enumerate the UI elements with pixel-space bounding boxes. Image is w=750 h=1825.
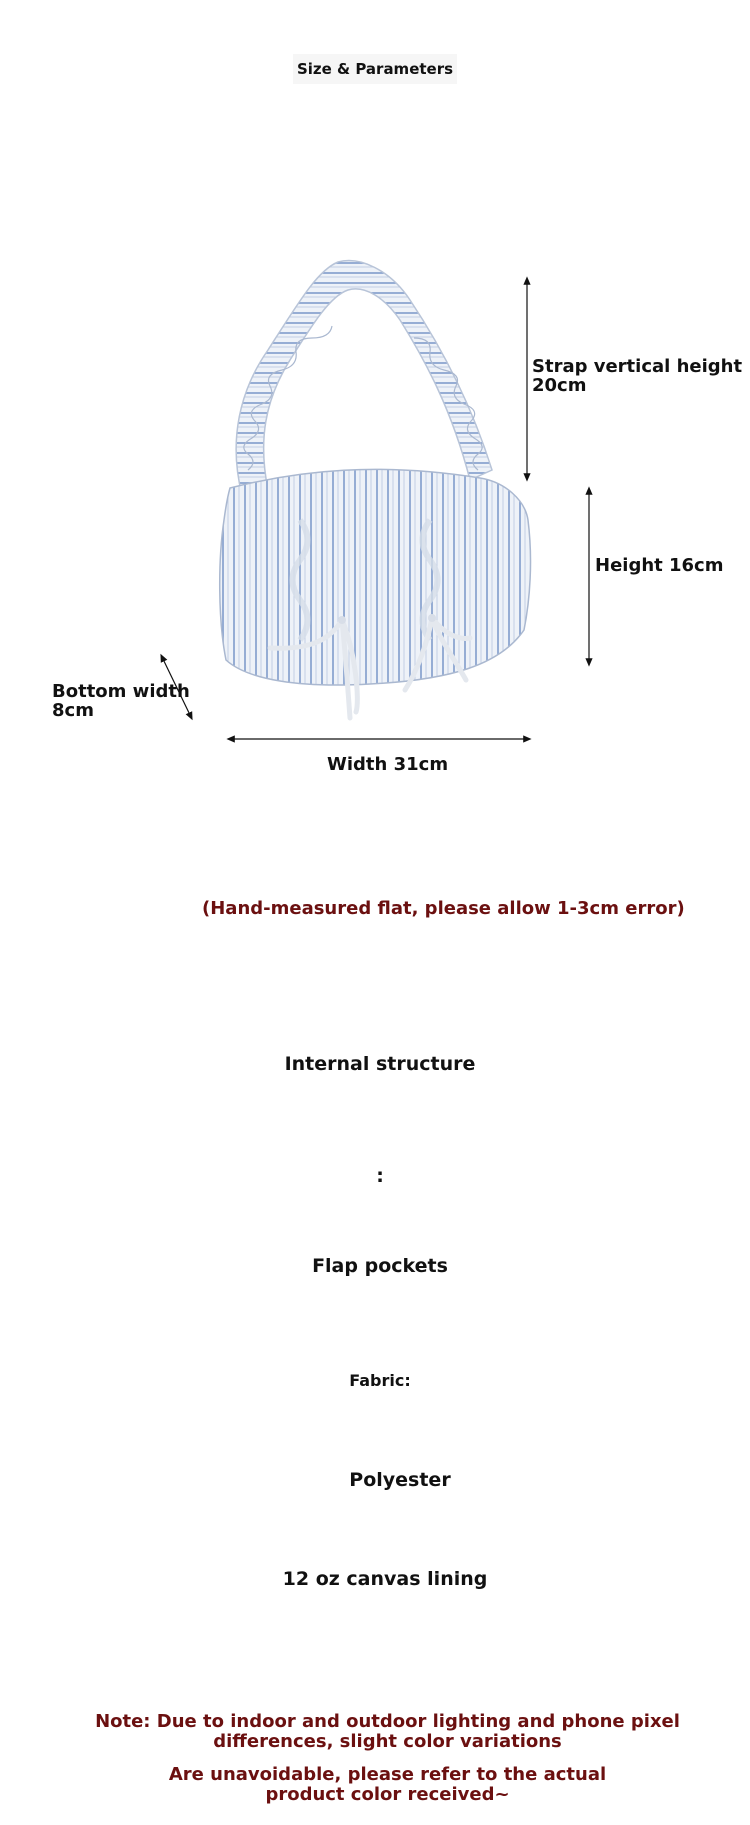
bag-body — [220, 469, 531, 685]
bottom-width-label — [52, 682, 190, 720]
fabric-value: Polyester — [349, 1469, 451, 1491]
strap-height-label-line1: Strap vertical height — [532, 356, 743, 377]
structure-separator: : — [376, 1165, 384, 1187]
height-label: Height 16cm — [595, 555, 724, 576]
bag-strap — [236, 261, 492, 495]
structure-value: Flap pockets — [312, 1255, 448, 1277]
fabric-heading: Fabric: — [349, 1371, 411, 1390]
strap-height-label — [532, 357, 742, 395]
fabric-lining: 12 oz canvas lining — [282, 1568, 488, 1590]
disclaimer-line4: product color received~ — [265, 1784, 510, 1805]
page-title-text: Size & Parameters — [293, 54, 457, 84]
bottom-width-label-line1: Bottom width — [52, 681, 190, 702]
disclaimer — [0, 1712, 750, 1805]
disclaimer-line3: Are unavoidable, please refer to the actual — [168, 1764, 607, 1785]
internal-structure-heading: Internal structure — [284, 1053, 476, 1075]
disclaimer-line2: differences, slight color variations — [213, 1731, 562, 1752]
measurement-note: (Hand-measured flat, please allow 1-3cm error) — [202, 898, 685, 919]
width-label: Width 31cm — [327, 754, 449, 775]
disclaimer-line1: Note: Due to indoor and outdoor lighting and phone pixel — [95, 1711, 680, 1732]
strap-height-label-line2: 20cm — [532, 375, 587, 396]
bottom-width-label-line2: 8cm — [52, 700, 94, 721]
